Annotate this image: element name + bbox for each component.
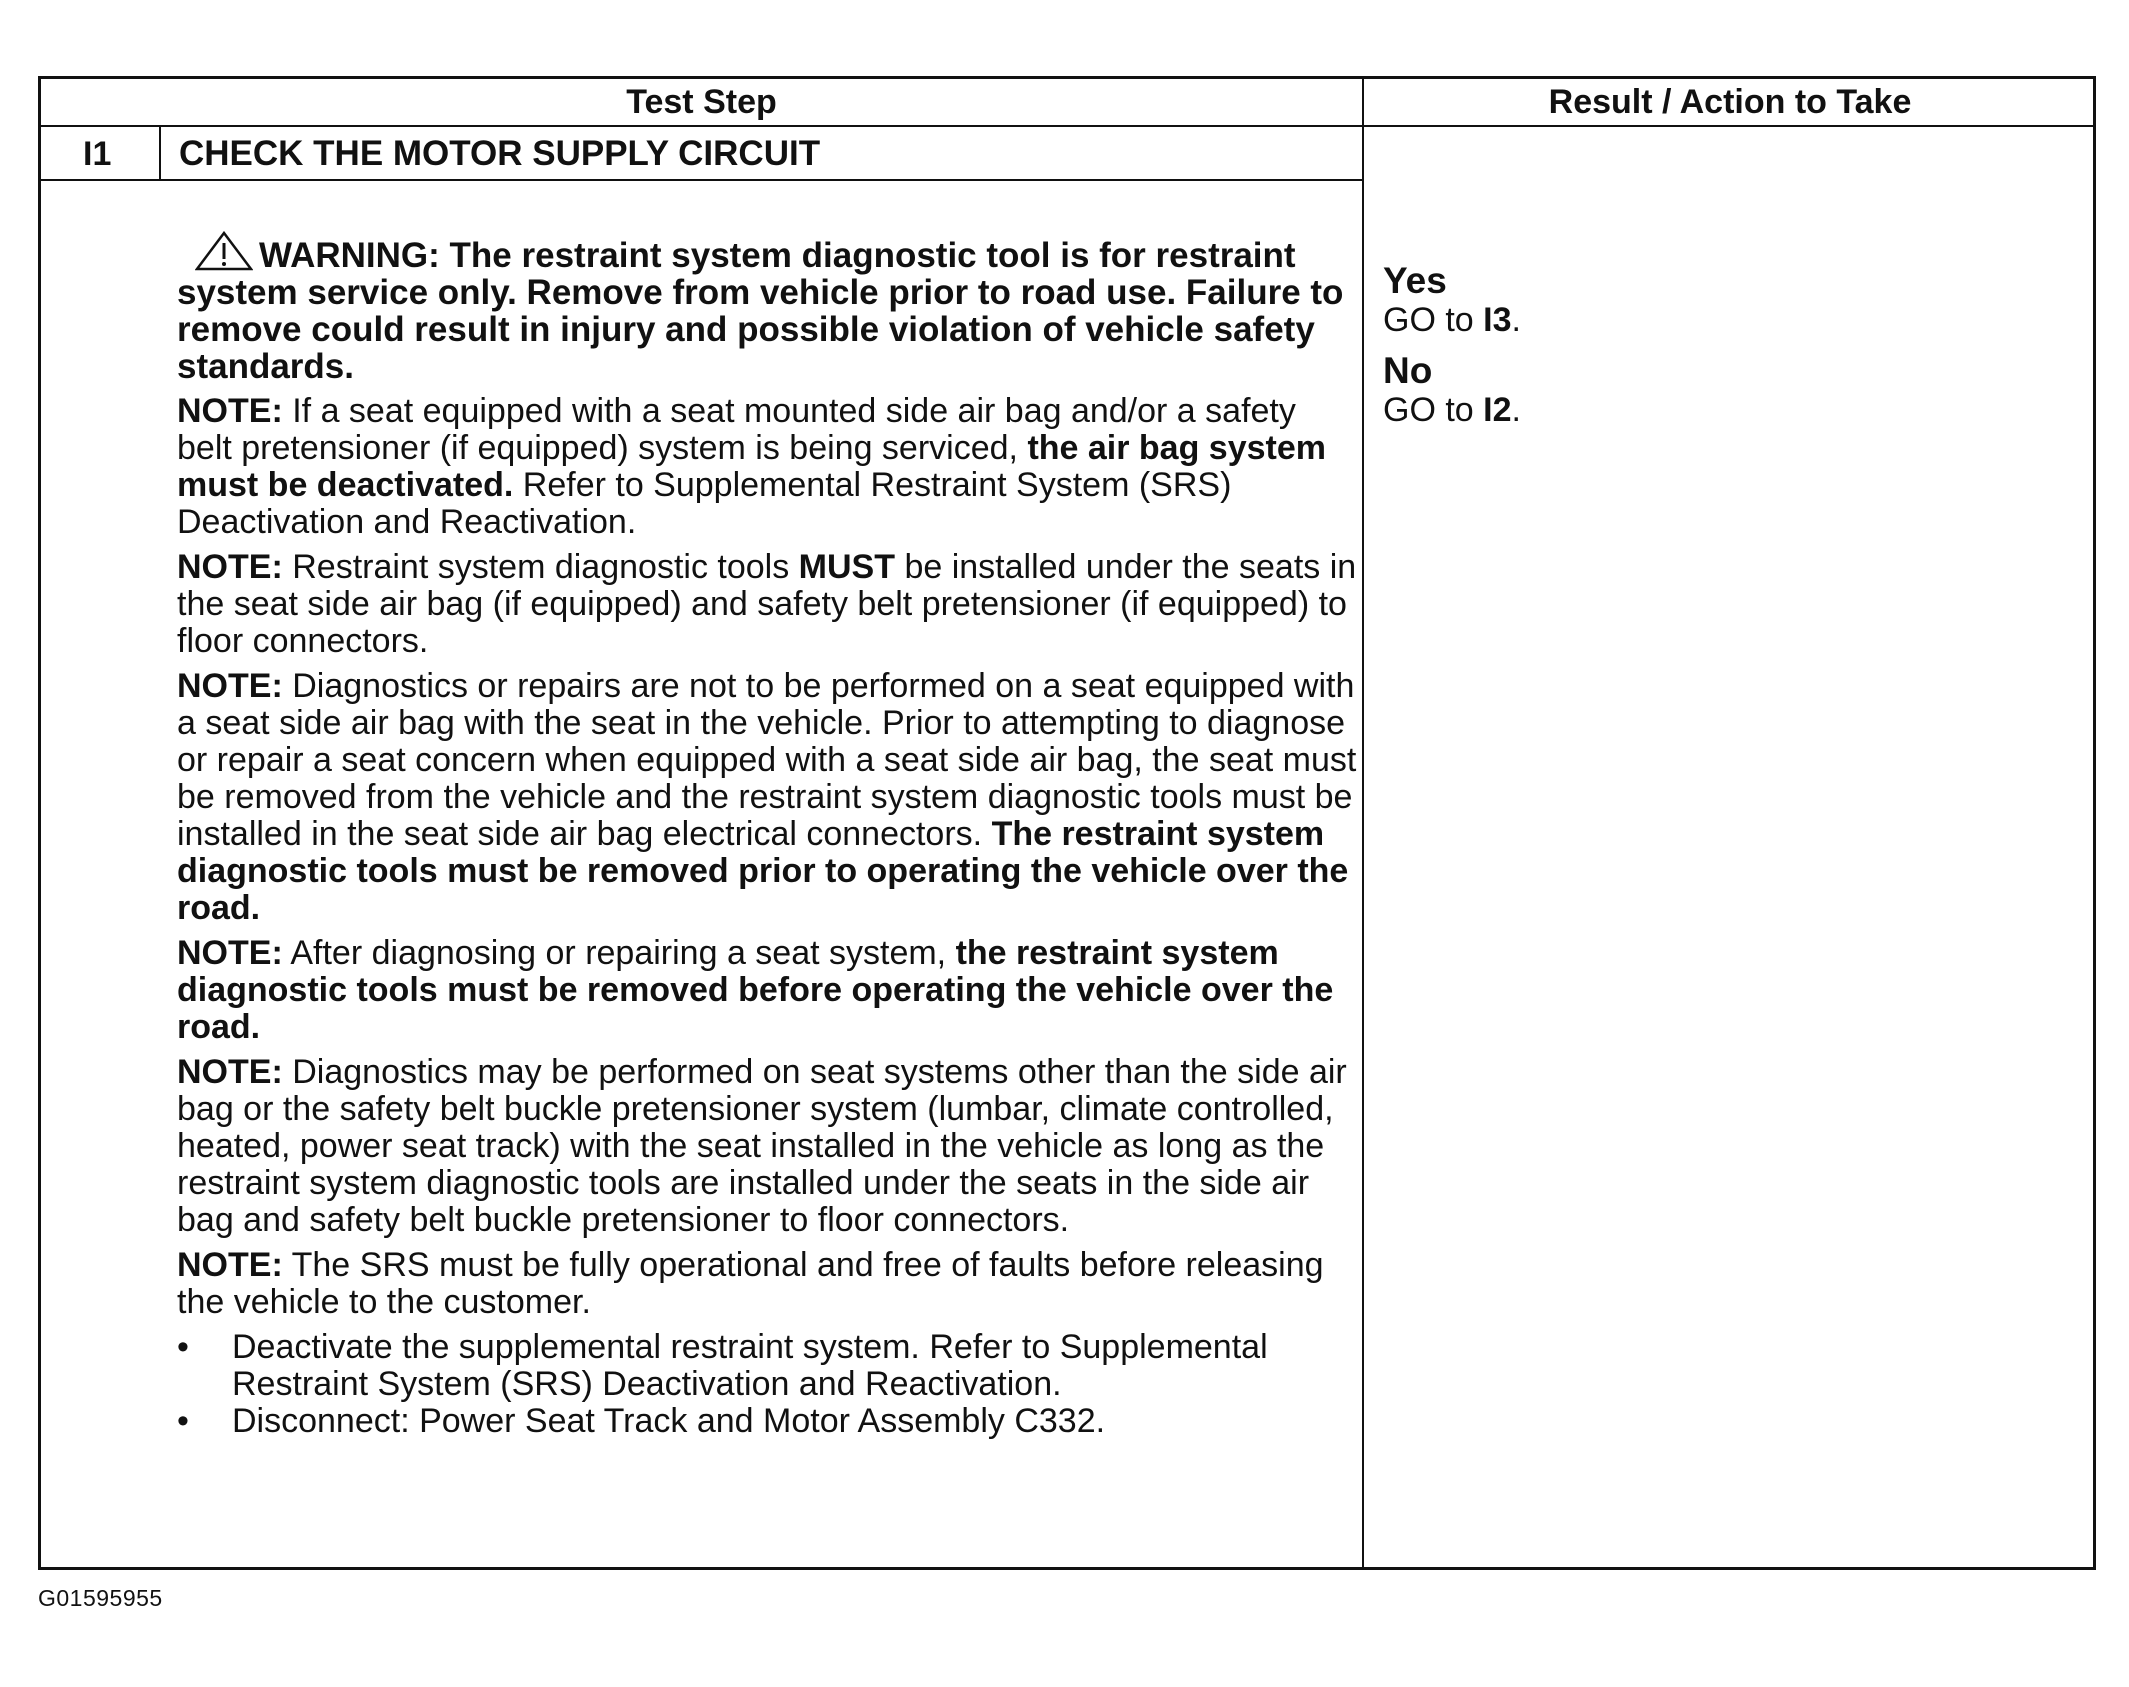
action-suffix: . [1511, 391, 1521, 429]
action-suffix: . [1511, 301, 1521, 339]
warning-block [177, 231, 1357, 385]
note-3 [177, 668, 1357, 927]
note-emphasis: MUST [798, 548, 895, 586]
bullet-icon: • [177, 1402, 189, 1440]
note-text: Restraint system diagnostic tools [282, 548, 799, 586]
note-emphasis: the air bag system must be deactivated. [177, 429, 1326, 504]
note-emphasis: The restraint system diagnostic tools must be removed prior to operating the vehicle over the road. [177, 815, 1349, 927]
list-item-text: Disconnect: Power Seat Track and Motor Assembly C332. [232, 1402, 1106, 1440]
action-list [177, 1329, 1357, 1440]
warning-triangle-icon [195, 231, 253, 271]
note-1 [177, 393, 1357, 541]
bullet-icon: • [177, 1328, 189, 1366]
note-4 [177, 935, 1357, 1046]
figure-id: G01595955 [38, 1585, 163, 1611]
note-text: Diagnostics or repairs are not to be performed on a seat equipped with a seat side air bag with the seat in the vehicle. Prior to attempting to diagnose or repair a seat concern when equipped with a seat side air bag, the seat must be removed from the vehicle and the restraint system diagnostic tools must be installed in the seat side air bag electrical connectors. [177, 667, 1357, 853]
list-item [177, 1403, 1357, 1440]
note-6 [177, 1247, 1357, 1321]
note-text: The SRS must be fully operational and free of faults before releasing the vehicle to the customer. [177, 1246, 1324, 1321]
warning-text: WARNING: The restraint system diagnostic tool is for restraint system service only. Remove from vehicle prior to road use. Failure to remove could result in injury and possible violation of vehicle safety standards. [177, 236, 1344, 386]
result-yes-label: Yes [1383, 260, 1447, 301]
action-prefix: GO to [1383, 391, 1484, 429]
note-label: NOTE: [177, 1246, 283, 1284]
note-label: NOTE: [177, 934, 283, 972]
step-id: I1 [83, 135, 112, 173]
result-no-action [1383, 391, 2083, 429]
note-label: NOTE: [177, 392, 283, 430]
list-item [177, 1329, 1357, 1403]
note-label: NOTE: [177, 548, 283, 586]
note-5 [177, 1054, 1357, 1239]
result-yes-action [1383, 301, 2083, 339]
note-emphasis: the restraint system diagnostic tools must be removed before operating the vehicle over the road. [177, 934, 1334, 1046]
note-text: If a seat equipped with a seat mounted side air bag and/or a safety belt pretensioner (if equipped) system is being serviced, [177, 392, 1296, 467]
header-test-step: Test Step [626, 83, 777, 121]
step-instructions [177, 179, 1357, 1440]
note-text: Diagnostics may be performed on seat systems other than the side air bag or the safety belt buckle pretensioner system (lumbar, climate controlled, heated, power seat track) with the seat installed in the vehicle as long as the restraint system diagnostic tools are installed under the seats in the side air bag and safety belt buckle pretensioner to floor connectors. [177, 1053, 1347, 1239]
action-prefix: GO to [1383, 301, 1484, 339]
result-actions [1383, 179, 2083, 441]
note-2 [177, 549, 1357, 660]
result-no-label: No [1383, 350, 1433, 391]
note-text: be installed under the seats in the seat side air bag (if equipped) and safety belt pretensioner (if equipped) to floor connectors. [177, 548, 1357, 660]
note-text: Refer to Supplemental Restraint System (SRS) Deactivation and Reactivation. [177, 466, 1232, 541]
test-step-table [38, 76, 2096, 1570]
note-label: NOTE: [177, 667, 283, 705]
step-link-i3[interactable]: I3 [1483, 301, 1512, 339]
note-label: NOTE: [177, 1053, 283, 1091]
note-text: After diagnosing or repairing a seat system, [282, 934, 956, 972]
step-id-divider [159, 126, 161, 180]
header-result-action: Result / Action to Take [1548, 83, 1912, 121]
step-title: CHECK THE MOTOR SUPPLY CIRCUIT [179, 134, 821, 173]
step-link-i2[interactable]: I2 [1483, 391, 1512, 429]
column-divider [1362, 79, 1364, 1567]
list-item-text: Deactivate the supplemental restraint system. Refer to Supplemental Restraint System (SRS) Deactivation and Reactivation. [232, 1328, 1268, 1403]
